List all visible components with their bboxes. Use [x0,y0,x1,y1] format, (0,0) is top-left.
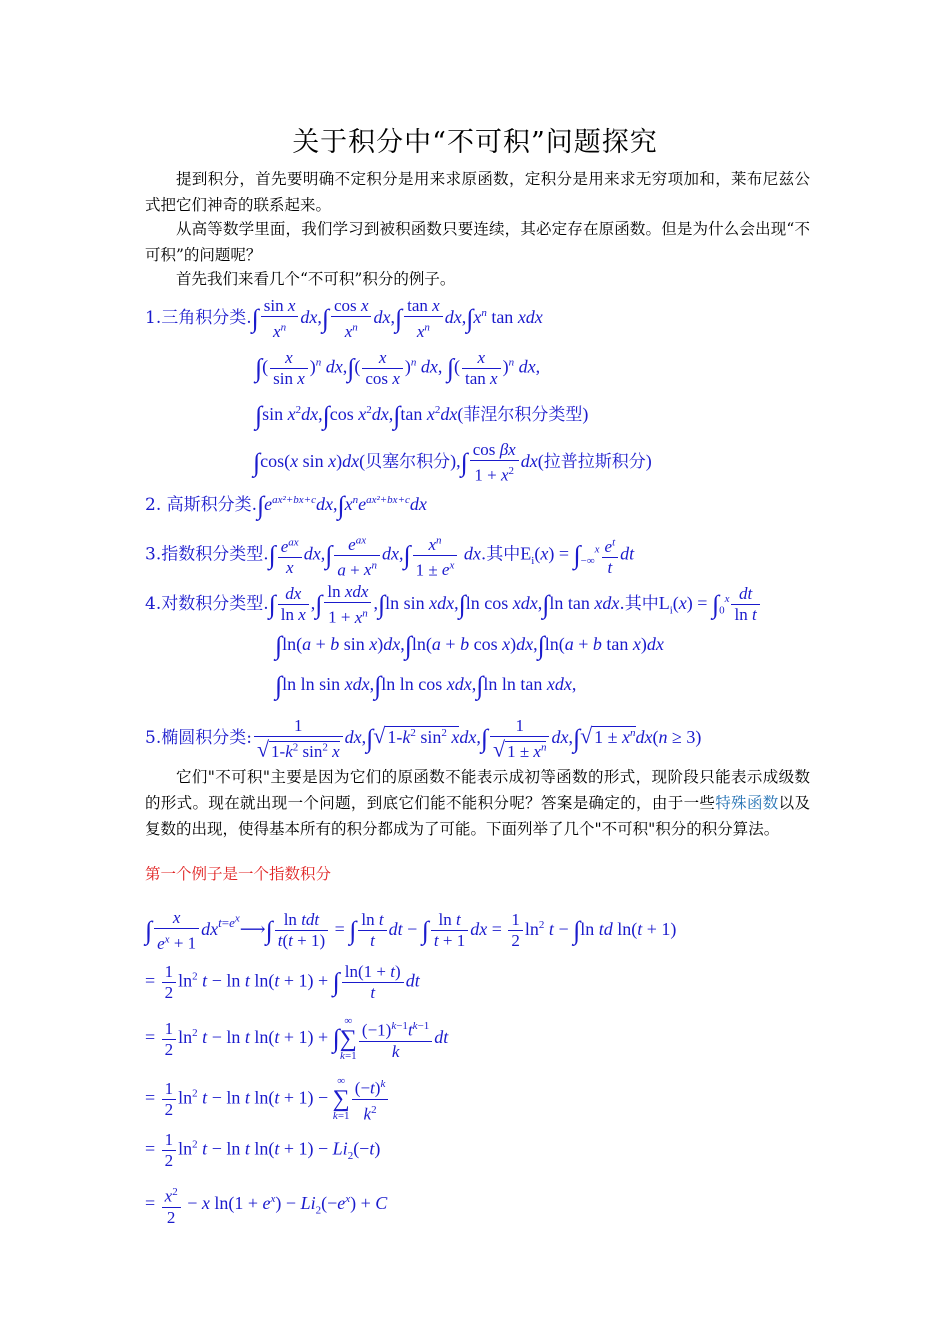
explanation-text: 它们"不可积"主要是因为它们的原函数不能表示成初等函数的形式，现阶段只能表示成级数的形式。现在就出现一个问题，到底它们能不能积分呢？答案是确定的，由于一些 [145,768,810,812]
formula-trig-2: ∫( $\frac{x}{\text{sin x}}$ )$^n$ dx,∫( $\frac{x}{\text{cos x}}$ )$^n$ dx, ∫( $\frac{x}{\text{tan x}}$ )$^n$ dx, [255,348,541,388]
label-trig: 1.三角积分类. [145,307,252,328]
derivation-step-3: = $\frac{1}{2}$ $\ln^2 t - \ln t$ ln(t + 1) + ∫∞ ∑ k=1 $\frac{(-1)^{k-1}t^{k-1}}{k}$ dt [145,1015,449,1062]
special-functions-link[interactable]: 特殊函数 [715,794,779,812]
label-bessel: 贝塞尔积分 [365,451,451,472]
derivation-step-4: = $\frac{1}{2}$ $\ln^2 t - \ln t$ ln(t + 1) − ∞ ∑ k=1 $\frac{(-t)^k}{k^2}$ [145,1074,390,1124]
label-gauss: 2. 高斯积分类. [145,495,258,515]
formula-exponential: 3.指数积分类型.∫ $\frac{e^{ax}}{x}$ dx,∫ $\frac{e^{ax}}{a + x^n}$ dx,∫ $\frac{x^n}{1 \pm e^x}$ dx.其中$E_i(x) = \int_{-\infty}^x$ $\frac{e^t}{t}$ dt [145,534,635,580]
label-exponential-where: .其中 [480,544,521,565]
label-fresnel: 菲涅尔积分类型 [463,405,583,425]
paragraph-examples: 首先我们来看几个“不可积”积分的例子。 [176,270,456,288]
formula-elliptic: 5.椭圆积分类: $\frac{1}{√ 1-k^2 \sin^2 x}$ dx,∫√ $1-k^2$ $\sin^2 xdx,\int$ $\frac{1}{√ 1 \pm x^n}$ dx,∫√ $1 \pm x^ndx(n \ge 3)$ [145,716,702,762]
paragraph-intro: 提到积分，首先要明确不定积分是用来求原函数，定积分是用来求无穷项加和，莱布尼兹公式把它们神奇的联系起来。 [145,170,810,214]
derivation-step-5: = $\frac{1}{2}$ $\ln^2 t - \ln t$ $\ln(t + 1) - Li_2(-t)$ [145,1130,381,1170]
formula-fresnel: ∫sin $x^2dx,\int\cos$ $x^2dx,\int\tan$ $x^2dx$(菲涅尔积分类型) [255,401,589,430]
label-elliptic: 5.椭圆积分类: [145,727,252,748]
explanation-text-cont: 以及复数的出现，使得基本所有的积分都成为了可能。下面列举了几个"不可积"积分的积分算法。 [145,794,810,838]
example-heading: 第一个例子是一个指数积分 [145,865,332,883]
formula-trig-1: 1.三角积分类.∫ $\frac{\text{sin x}}{x^n}$ dx,∫ $\frac{\text{cos x}}{x^n}$ dx,∫ $\frac{\text{tan x}}{x^n}$ $dx,\int x^n$ tan xdx [145,296,543,341]
formula-gauss: 2. 高斯积分类$.\int e^{ax^2+bx+c}dx,\int x^ne^{ax^2+bx+c}dx$ [145,491,427,520]
label-log: 4.对数积分类型. [145,593,269,614]
formula-log-2: ∫ln(a + b sin x)dx,∫ln(a + b cos x)dx,∫ln(a + b tan x)dx [275,631,664,660]
paragraph-continuity: 从高等数学里面，我们学习到被积函数只要连续，其必定存在原函数。但是为什么会出现“不可积”的问题呢？ [145,220,810,264]
formula-bessel-laplace: ∫cos(x sin x)dx(贝塞尔积分),∫ $\frac{\text{cos βx}}{1 + x^2}$ dx(拉普拉斯积分) [253,440,652,485]
label-laplace: 拉普拉斯积分 [543,451,646,472]
formula-log-3: ∫ln ln sin xdx,∫ln ln cos xdx,∫ln ln tan xdx, [275,671,577,700]
derivation-step-2: = $\frac{1}{2}$ $\ln^2 t - \ln t$ ln(t + 1) + ∫ $\frac{\ln(1 + t)}{t}$ dt [145,962,420,1002]
label-log-where: .其中 [619,593,659,614]
derivation-step-6: = $\frac{x^2}{2}$ − x $\ln(1 + e^x) - Li_2(-e^x) + C$ [145,1186,388,1227]
page-title: 关于积分中“不可积”问题探究 [292,127,658,158]
derivation-step-1: ∫ $\frac{x}{e^x + 1}$ $dx^{t=e^x}⟶\int$ $\frac{\text{ln tdt}}{t(t + 1)}$ = ∫ $\frac{\text{ln t}}{t}$ dt − ∫ $\frac{\text{ln t}}{t + 1}$ dx = $\frac{1}{2}$ $\ln^2 t - \int\ln$ td ln(t + 1) [145,908,677,953]
label-exponential: 3.指数积分类型. [145,544,269,565]
paragraph-explanation [145,764,810,842]
formula-log-1: 4.对数积分类型.∫ $\frac{dx}{\text{ln x}}$ ,∫ $\frac{\text{ln xdx}}{1 + x^n}$ ,∫ln sin xdx,∫ln cos xdx,∫ln tan xdx.其中$L_i(x) = \int_0^x$ $\frac{dt}{\text{ln t}}$ [145,582,762,628]
